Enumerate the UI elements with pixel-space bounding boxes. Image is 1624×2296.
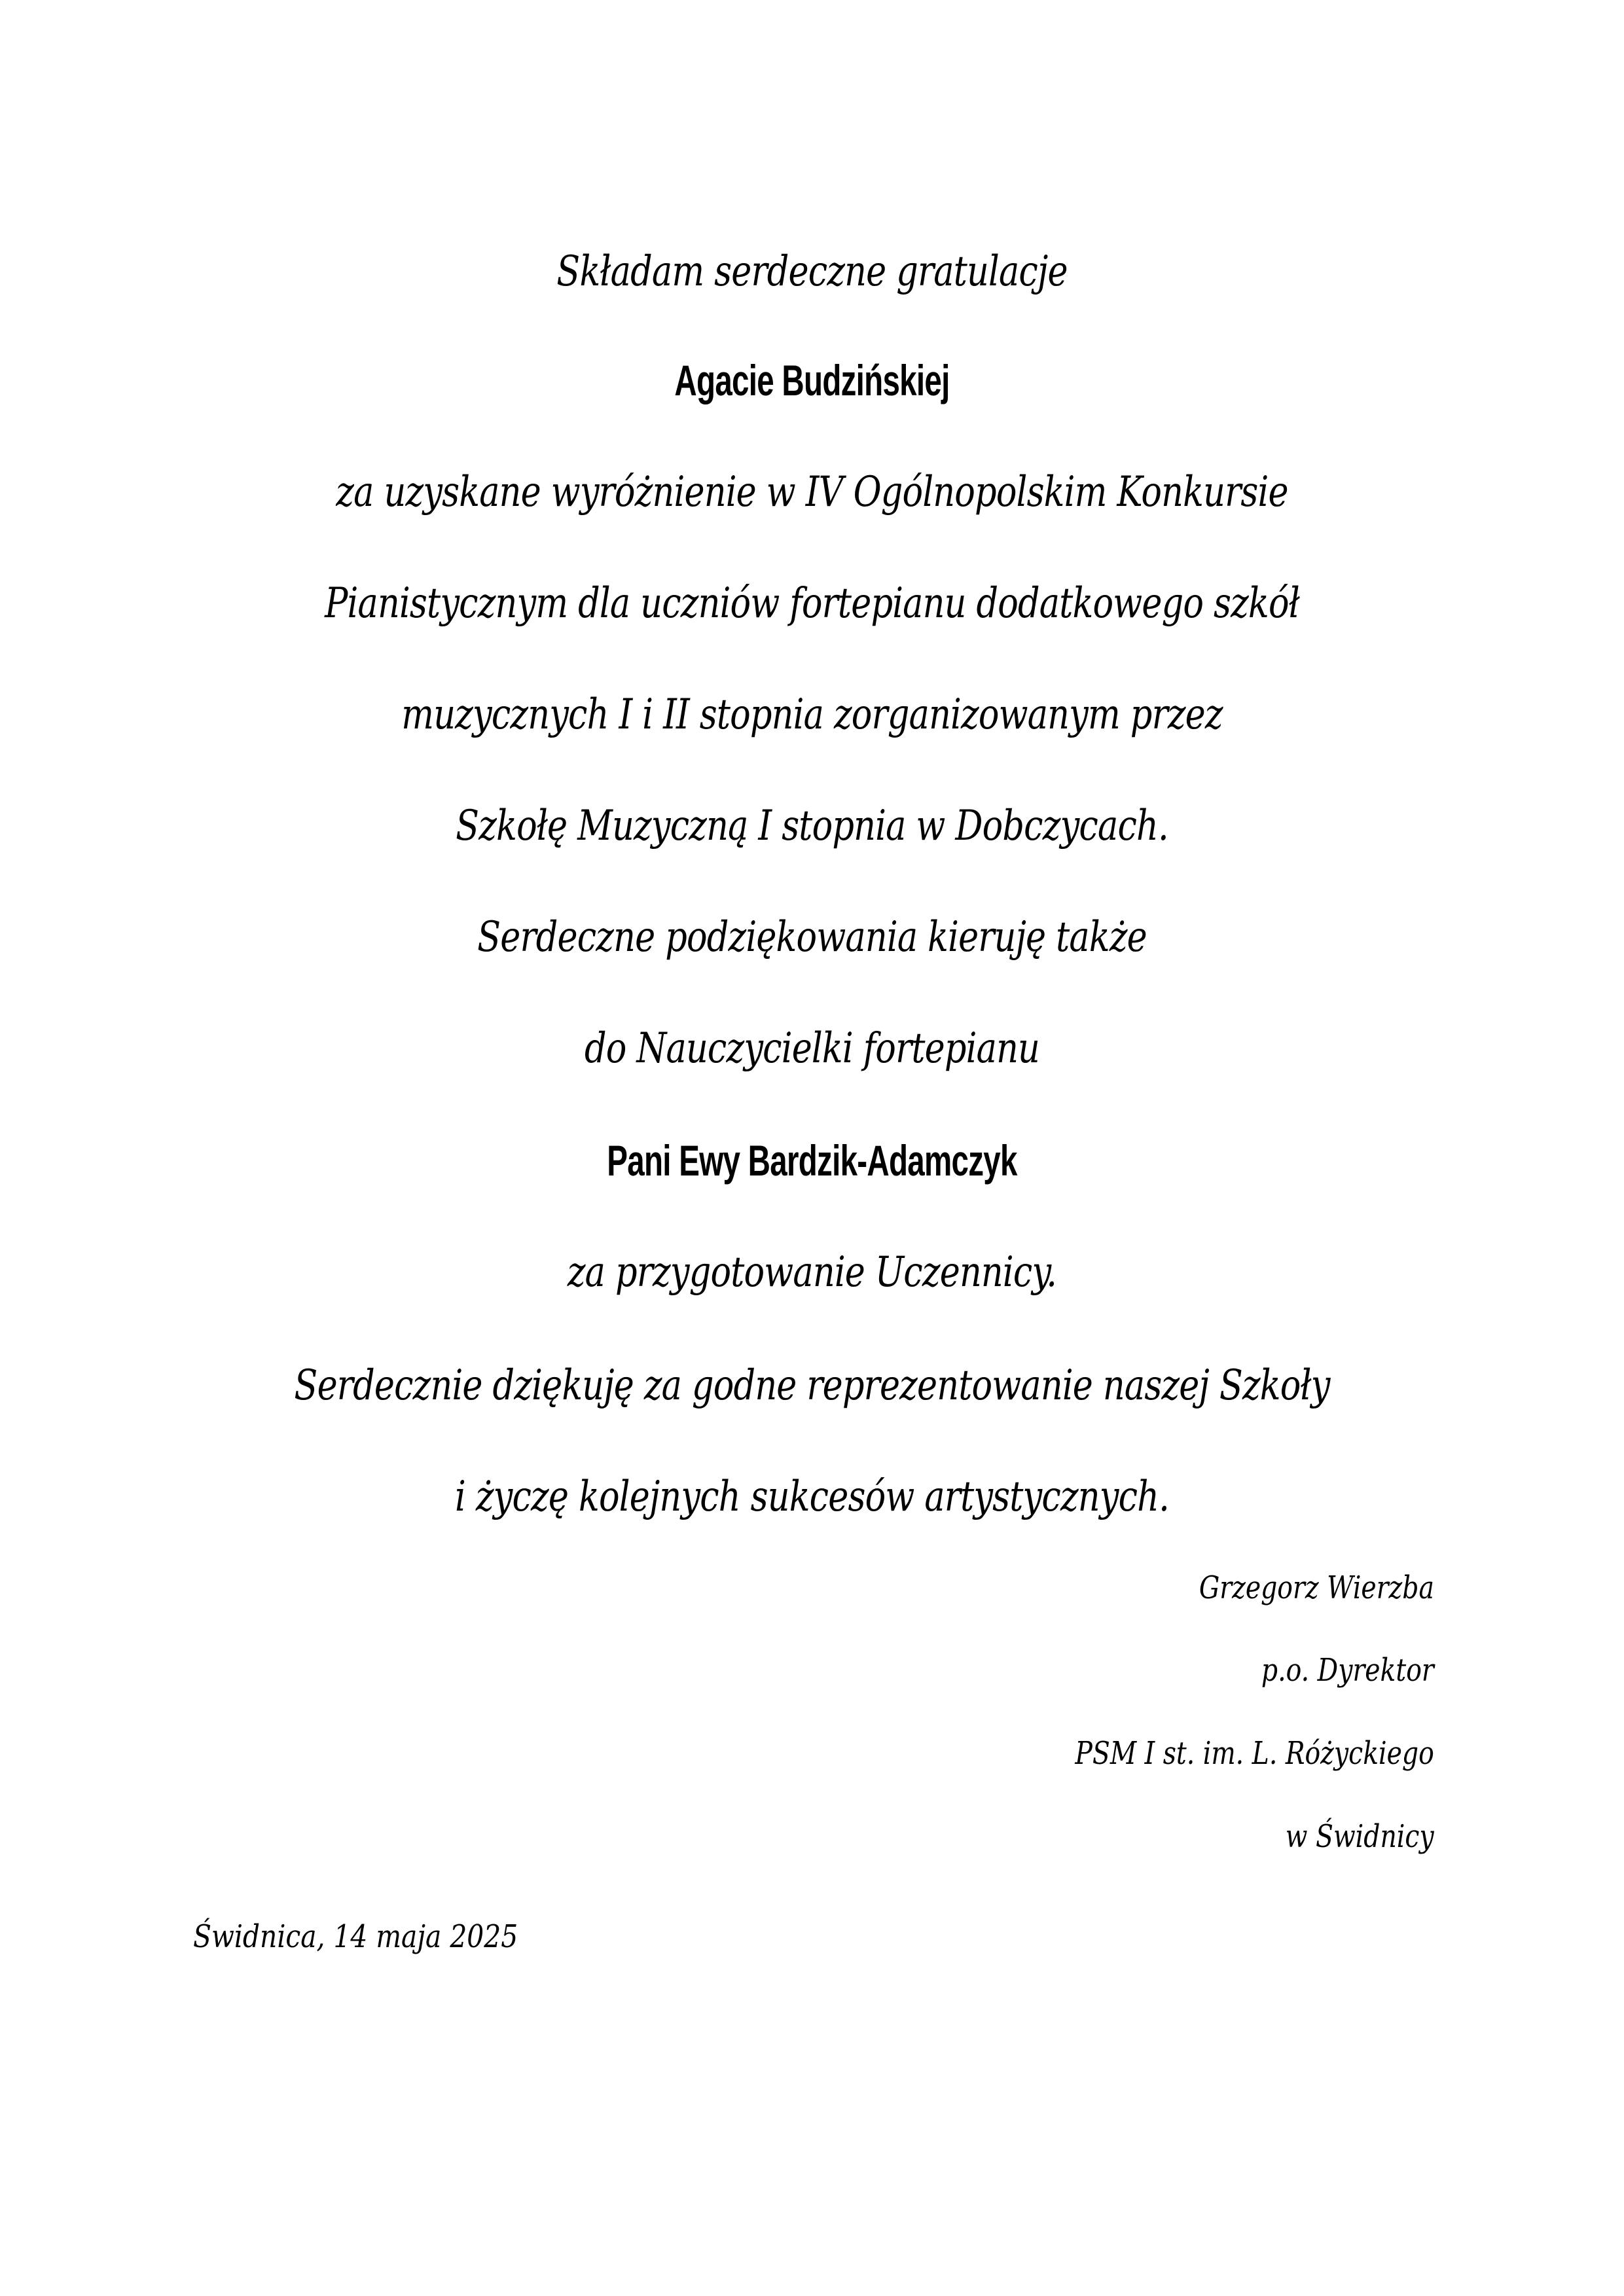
teacher-name: Pani Ewy Bardzik-Adamczyk	[607, 1136, 1017, 1185]
greeting: Składam serdeczne gratulacje	[556, 247, 1068, 296]
body-line: za uzyskane wyróżnienie w IV Ogólnopolskim Konkursie	[336, 468, 1288, 516]
body-line: muzycznych I i II stopnia zorganizowanym przez	[401, 691, 1223, 739]
closing-line: za przygotowanie Uczennicy.	[567, 1248, 1057, 1297]
body-line: Pianistycznym dla uczniów fortepianu dodatkowego szkół	[325, 579, 1299, 628]
body-line: do Nauczycielki fortepianu	[584, 1024, 1040, 1073]
place-date: Świdnica, 14 maja 2025	[193, 1918, 518, 1955]
body-line: Serdeczne podziękowania kieruję także	[477, 913, 1147, 961]
signature-school: PSM I st. im. L. Różyckiego	[1075, 1735, 1434, 1772]
body-line: Szkołę Muzyczną I stopnia w Dobczycach.	[456, 802, 1168, 850]
signature-title: p.o. Dyrektor	[1261, 1652, 1434, 1689]
signature-city: w Świdnicy	[1286, 1818, 1434, 1855]
signature-name: Grzegorz Wierzba	[1199, 1570, 1434, 1606]
closing-line: i życzę kolejnych sukcesów artystycznych.	[454, 1473, 1170, 1521]
closing-line: Serdecznie dziękuję za godne reprezentowanie naszej Szkoły	[294, 1361, 1330, 1410]
recipient-name: Agacie Budzińskiej	[674, 356, 950, 404]
